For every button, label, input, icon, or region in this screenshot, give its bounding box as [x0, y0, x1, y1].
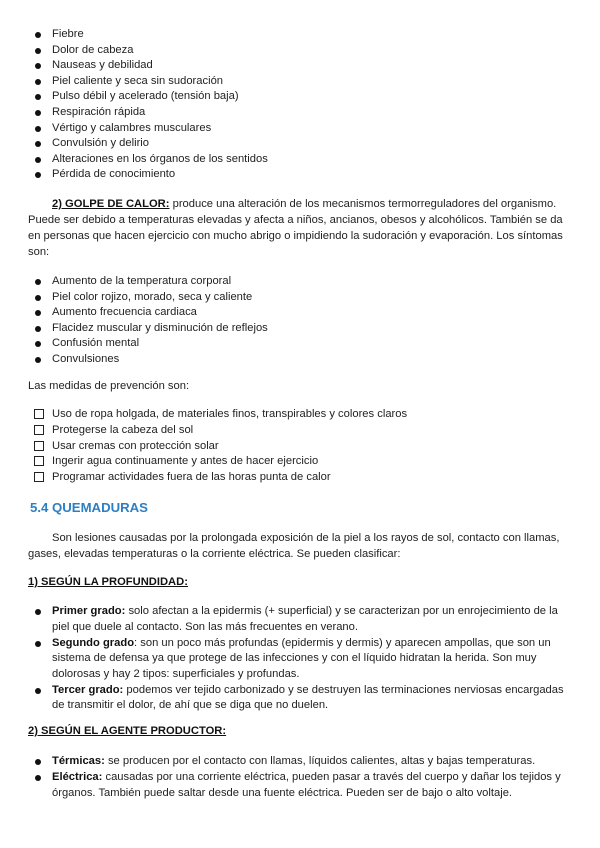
list-item: Dolor de cabeza: [34, 43, 268, 59]
list-item: Eléctrica: causadas por una corriente eléctrica, pueden pasar a través del cuerpo y dañar los tejidos y órganos. También puede saltar desde una fuente eléctrica. Pueden ser de bajo o alto voltaje.: [34, 770, 568, 801]
profundidad-heading: 1) SEGÚN LA PROFUNDIDAD:: [28, 576, 188, 588]
list-item: Aumento frecuencia cardiaca: [34, 305, 268, 321]
profundidad-list: [34, 604, 568, 714]
list-item: Pérdida de conocimiento: [34, 167, 268, 183]
checkbox-icon: [34, 425, 44, 435]
list-item: Confusión mental: [34, 336, 268, 352]
list-item: Aumento de la temperatura corporal: [34, 274, 268, 290]
golpe-calor-heading: 2) GOLPE DE CALOR:: [52, 198, 170, 210]
list-item: Primer grado: solo afectan a la epidermis (+ superficial) y se caracterizan por un enrojecimiento de la piel que duele al contacto. Son las más frecuentes en verano.: [34, 604, 568, 635]
prevention-intro: Las medidas de prevención son:: [28, 380, 190, 392]
list-item: Convulsión y delirio: [34, 136, 268, 152]
prevention-list: [34, 407, 407, 486]
agente-heading: 2) SEGÚN EL AGENTE PRODUCTOR:: [28, 725, 227, 737]
list-item: Vértigo y calambres musculares: [34, 121, 268, 137]
quemaduras-intro: Son lesiones causadas por la prolongada exposición de la piel a los rayos de sol, contacto con llamas, gases, elevadas temperaturas o la corriente eléctrica. Se pueden clasificar:: [28, 532, 560, 560]
checkbox-icon: [34, 409, 44, 419]
golpe-calor-text: produce una alteración de los mecanismos termorreguladores del organismo. Puede ser debido a temperaturas elevadas y afecta a niños, ancianos, obesos y alcohólicos. También se da en personas que hacen ejercicio con mucho abrigo o impidiendo la sudoración y evaporación. Los síntomas son:: [28, 198, 563, 258]
symptoms-list-1: [34, 27, 268, 183]
checklist-item: Uso de ropa holgada, de materiales finos, transpirables y colores claros: [34, 407, 407, 423]
list-item: Piel caliente y seca sin sudoración: [34, 74, 268, 90]
section-title: 5.4 QUEMADURAS: [30, 500, 148, 515]
list-item: Tercer grado: podemos ver tejido carbonizado y se destruyen las terminaciones nerviosas encargadas de transmitir el dolor, de ahí que se diga que no duelen.: [34, 683, 568, 714]
list-item: Pulso débil y acelerado (tensión baja): [34, 89, 268, 105]
checkbox-icon: [34, 472, 44, 482]
checklist-item: Ingerir agua continuamente y antes de hacer ejercicio: [34, 454, 407, 470]
list-item: Respiración rápida: [34, 105, 268, 121]
agente-list: [34, 754, 568, 802]
checklist-item: Programar actividades fuera de las horas punta de calor: [34, 470, 407, 486]
list-item: Nauseas y debilidad: [34, 58, 268, 74]
list-item: Segundo grado: son un poco más profundas (epidermis y dermis) y aparecen ampollas, que son un sistema de defensa ya que protege de las infecciones y con el líquido hidratan la herida. Son muy dolorosas y hay 2 tipos: superficiales y profundas.: [34, 636, 568, 683]
checkbox-icon: [34, 441, 44, 451]
list-item: Térmicas: se producen por el contacto con llamas, líquidos calientes, altas y bajas temperaturas.: [34, 754, 568, 770]
checklist-item: Usar cremas con protección solar: [34, 439, 407, 455]
list-item: Flacidez muscular y disminución de reflejos: [34, 321, 268, 337]
symptoms-list-2: [34, 274, 268, 368]
list-item: Fiebre: [34, 27, 268, 43]
checklist-item: Protegerse la cabeza del sol: [34, 423, 407, 439]
list-item: Piel color rojizo, morado, seca y caliente: [34, 290, 268, 306]
golpe-calor-paragraph: [28, 196, 568, 260]
list-item: Convulsiones: [34, 352, 268, 368]
list-item: Alteraciones en los órganos de los sentidos: [34, 152, 268, 168]
checkbox-icon: [34, 456, 44, 466]
